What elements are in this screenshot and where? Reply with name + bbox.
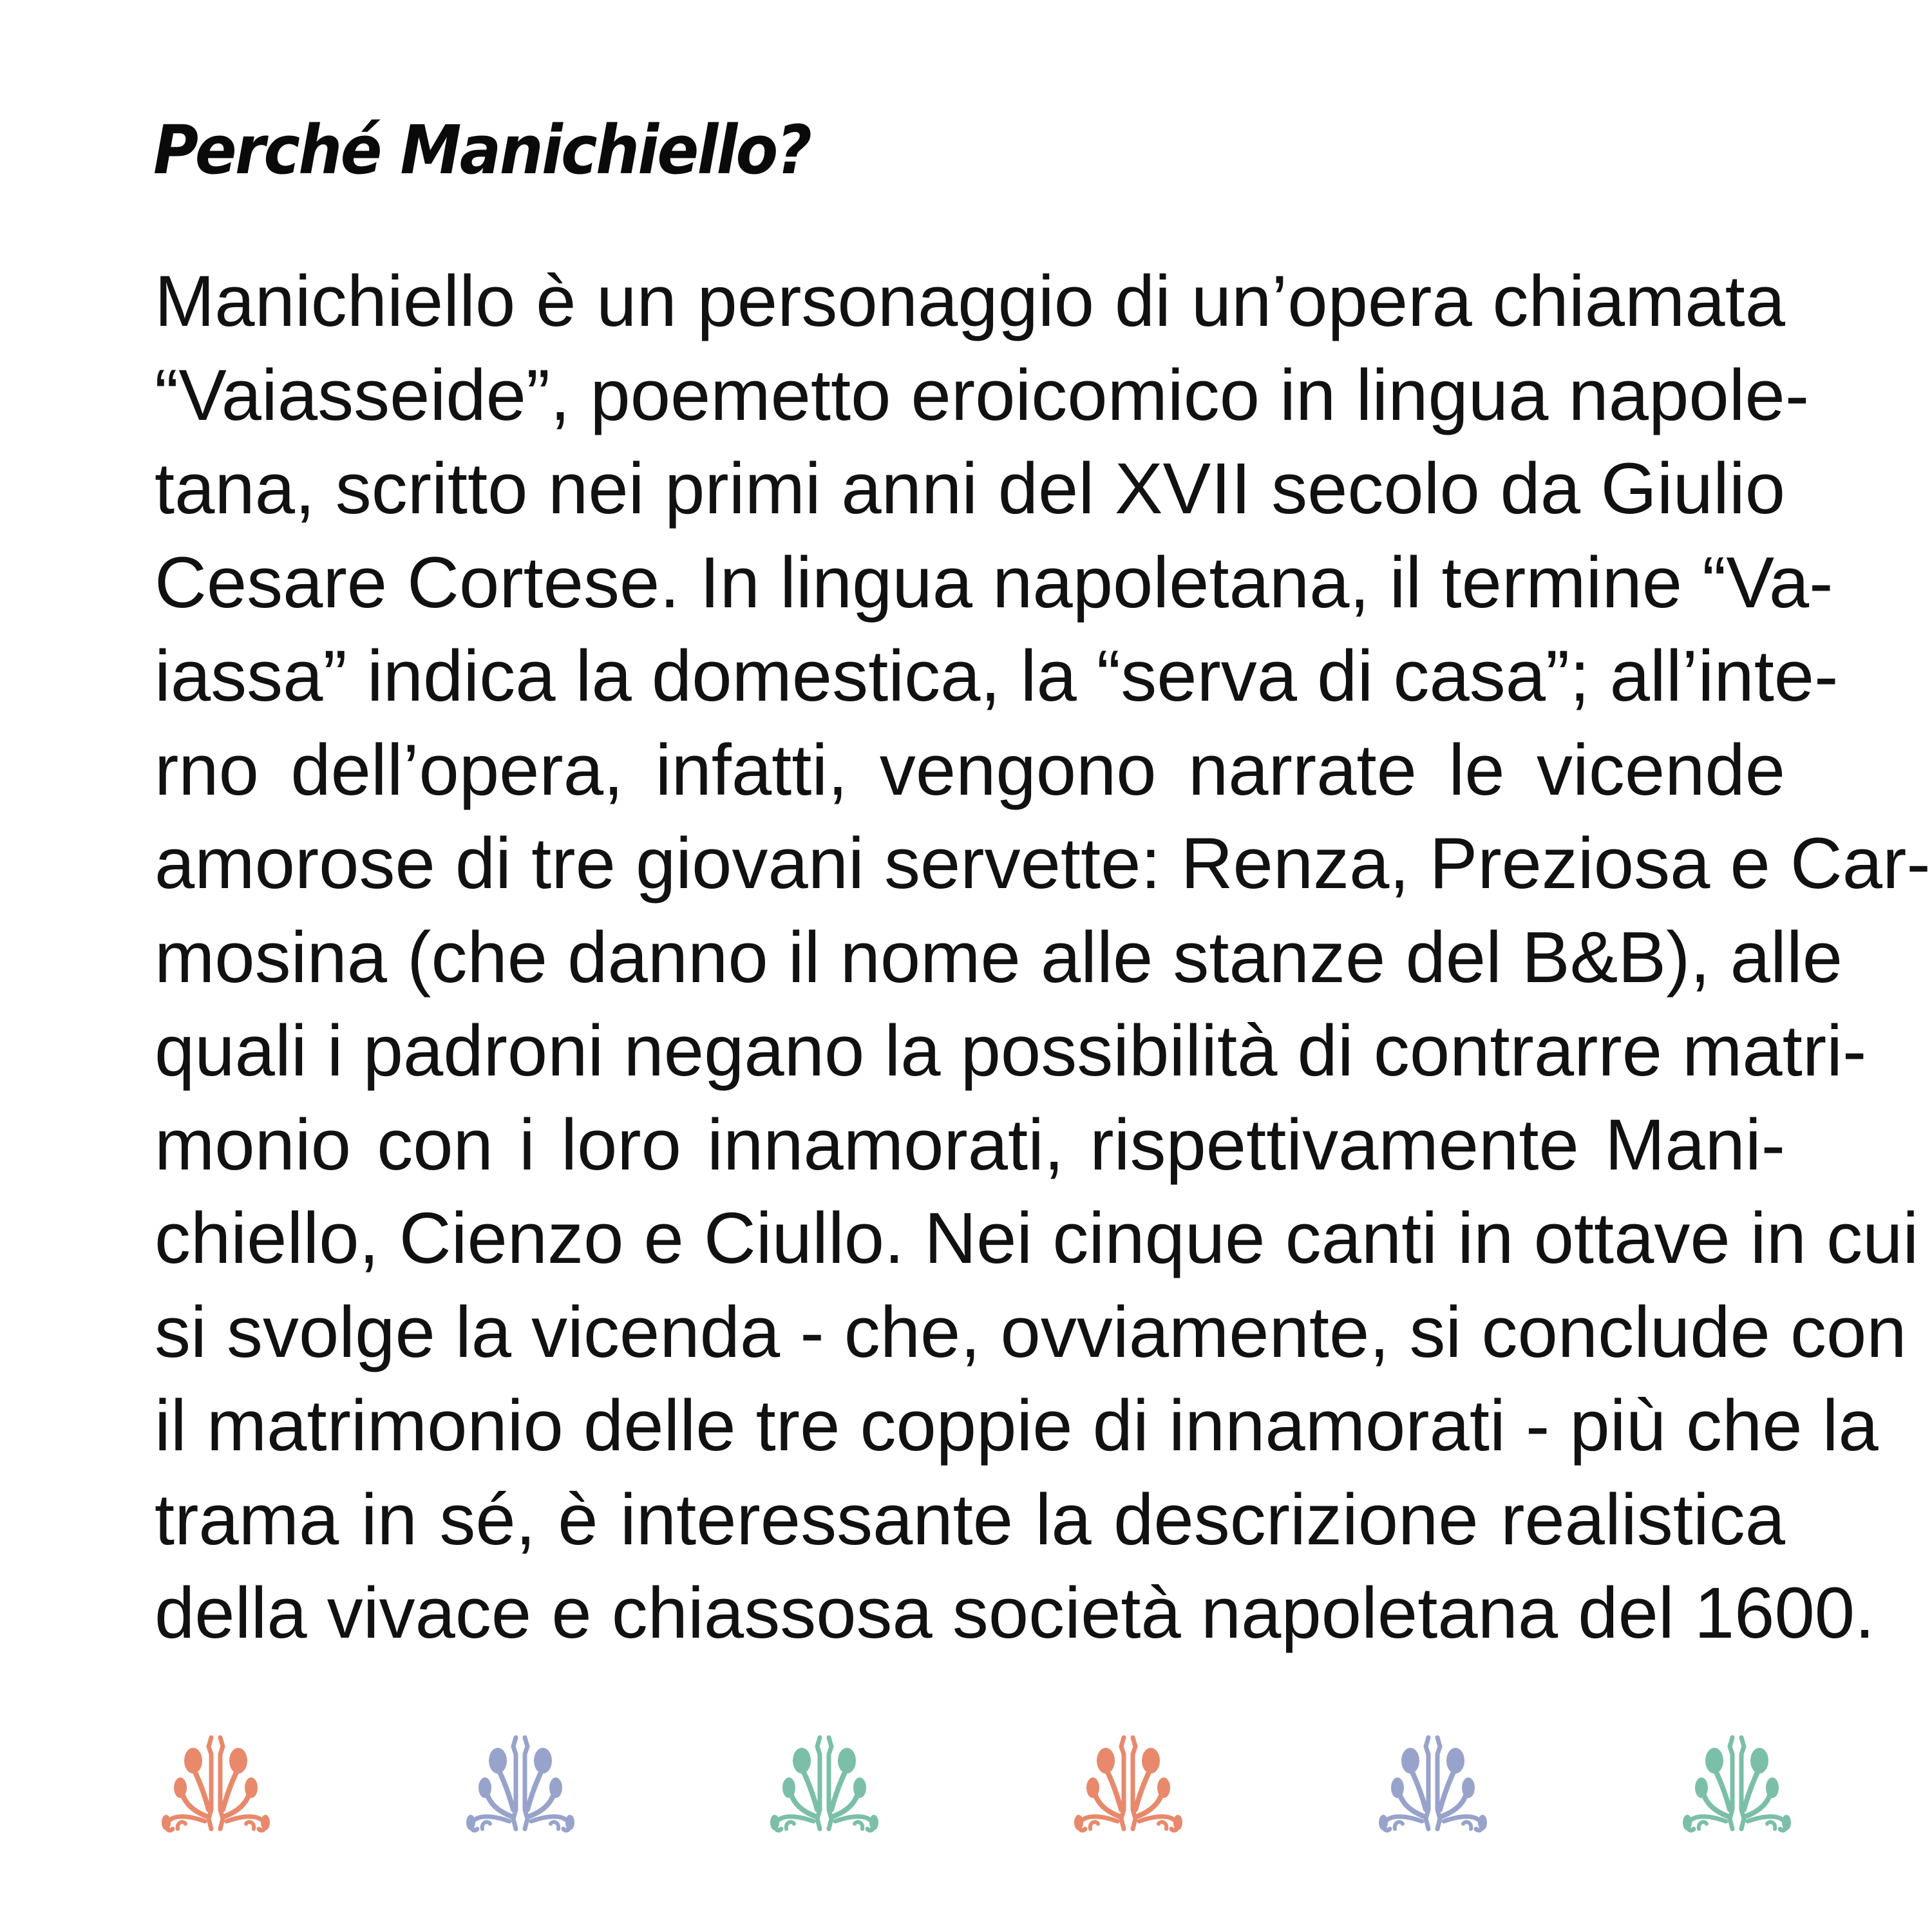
- scroll-ornament-icon: [1067, 1732, 1189, 1835]
- text-line: quali i padroni negano la possibilità di contrarre matri-: [155, 1010, 1867, 1091]
- text-line: trama in sé, è interessante la descrizione realistica: [155, 1479, 1785, 1560]
- text-line: chiello, Cienzo e Ciullo. Nei cinque canti in ottave in cui: [155, 1198, 1919, 1278]
- text-line: Cesare Cortese. In lingua napoletana, il termine “Va-: [155, 542, 1833, 623]
- scroll-ornament-icon: [1372, 1732, 1494, 1835]
- ornament-row: [0, 1732, 1932, 1835]
- text-line: si svolge la vicenda - che, ovviamente, si conclude con: [155, 1291, 1907, 1372]
- text-line: amorose di tre giovani servette: Renza, Preziosa e Car-: [155, 823, 1931, 904]
- page-title: Perché Manichiello?: [153, 111, 811, 189]
- text-line: Manichiello è un personaggio di un’opera chiamata: [155, 261, 1785, 341]
- text-line: iassa” indica la domestica, la “serva di casa”; all’inte-: [155, 636, 1839, 716]
- scroll-ornament-icon: [155, 1732, 277, 1835]
- text-line: il matrimonio delle tre coppie di innamorati - più che la: [155, 1385, 1879, 1466]
- scroll-ornament-icon: [459, 1732, 582, 1835]
- body-paragraph: [155, 254, 1931, 1660]
- text-line: tana, scritto nei primi anni del XVII secolo da Giulio: [155, 448, 1785, 529]
- text-line: “Vaiasseide”, poemetto eroicomico in lingua napole-: [155, 354, 1810, 435]
- text-line: monio con i loro innamorati, rispettivamente Mani-: [155, 1104, 1785, 1185]
- text-line: mosina (che danno il nome alle stanze del B&B), alle: [155, 916, 1843, 998]
- text-line: della vivace e chiassosa società napoletana del 1600.: [155, 1573, 1875, 1653]
- text-line: rno dell’opera, infatti, vengono narrate le vicende: [155, 729, 1785, 810]
- scroll-ornament-icon: [763, 1732, 886, 1835]
- scroll-ornament-icon: [1676, 1732, 1798, 1835]
